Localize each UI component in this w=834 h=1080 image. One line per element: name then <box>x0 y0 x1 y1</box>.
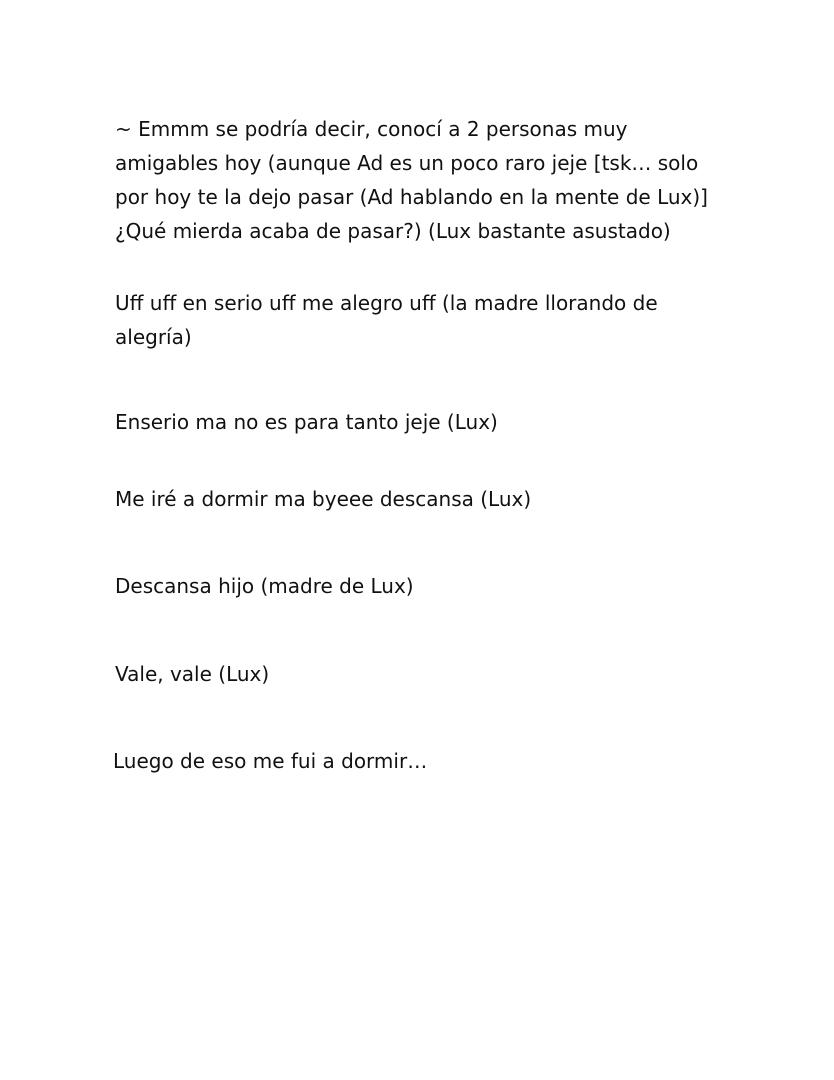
paragraph-lux-goodnight: Me iré a dormir ma byeee descansa (Lux) <box>115 487 532 511</box>
paragraph-mother-relief: Uff uff en serio uff me alegro uff (la madre llorando de alegría) <box>115 291 658 349</box>
paragraph-closing-narration: Luego de eso me fui a dormir… <box>113 749 428 773</box>
paragraph-lux-narration: ~ Emmm se podría decir, conocí a 2 personas muy amigables hoy (aunque Ad es un poco raro jeje [tsk… solo por hoy te la dejo pasar (Ad hablando en la mente de Lux)] ¿Qué mierda acaba de pasar?) (Lux bastante asustado) <box>115 117 708 243</box>
paragraph-mother-goodnight: Descansa hijo (madre de Lux) <box>115 574 414 598</box>
paragraph-lux-reply: Enserio ma no es para tanto jeje (Lux) <box>115 410 498 434</box>
paragraph-lux-okay: Vale, vale (Lux) <box>115 662 270 686</box>
